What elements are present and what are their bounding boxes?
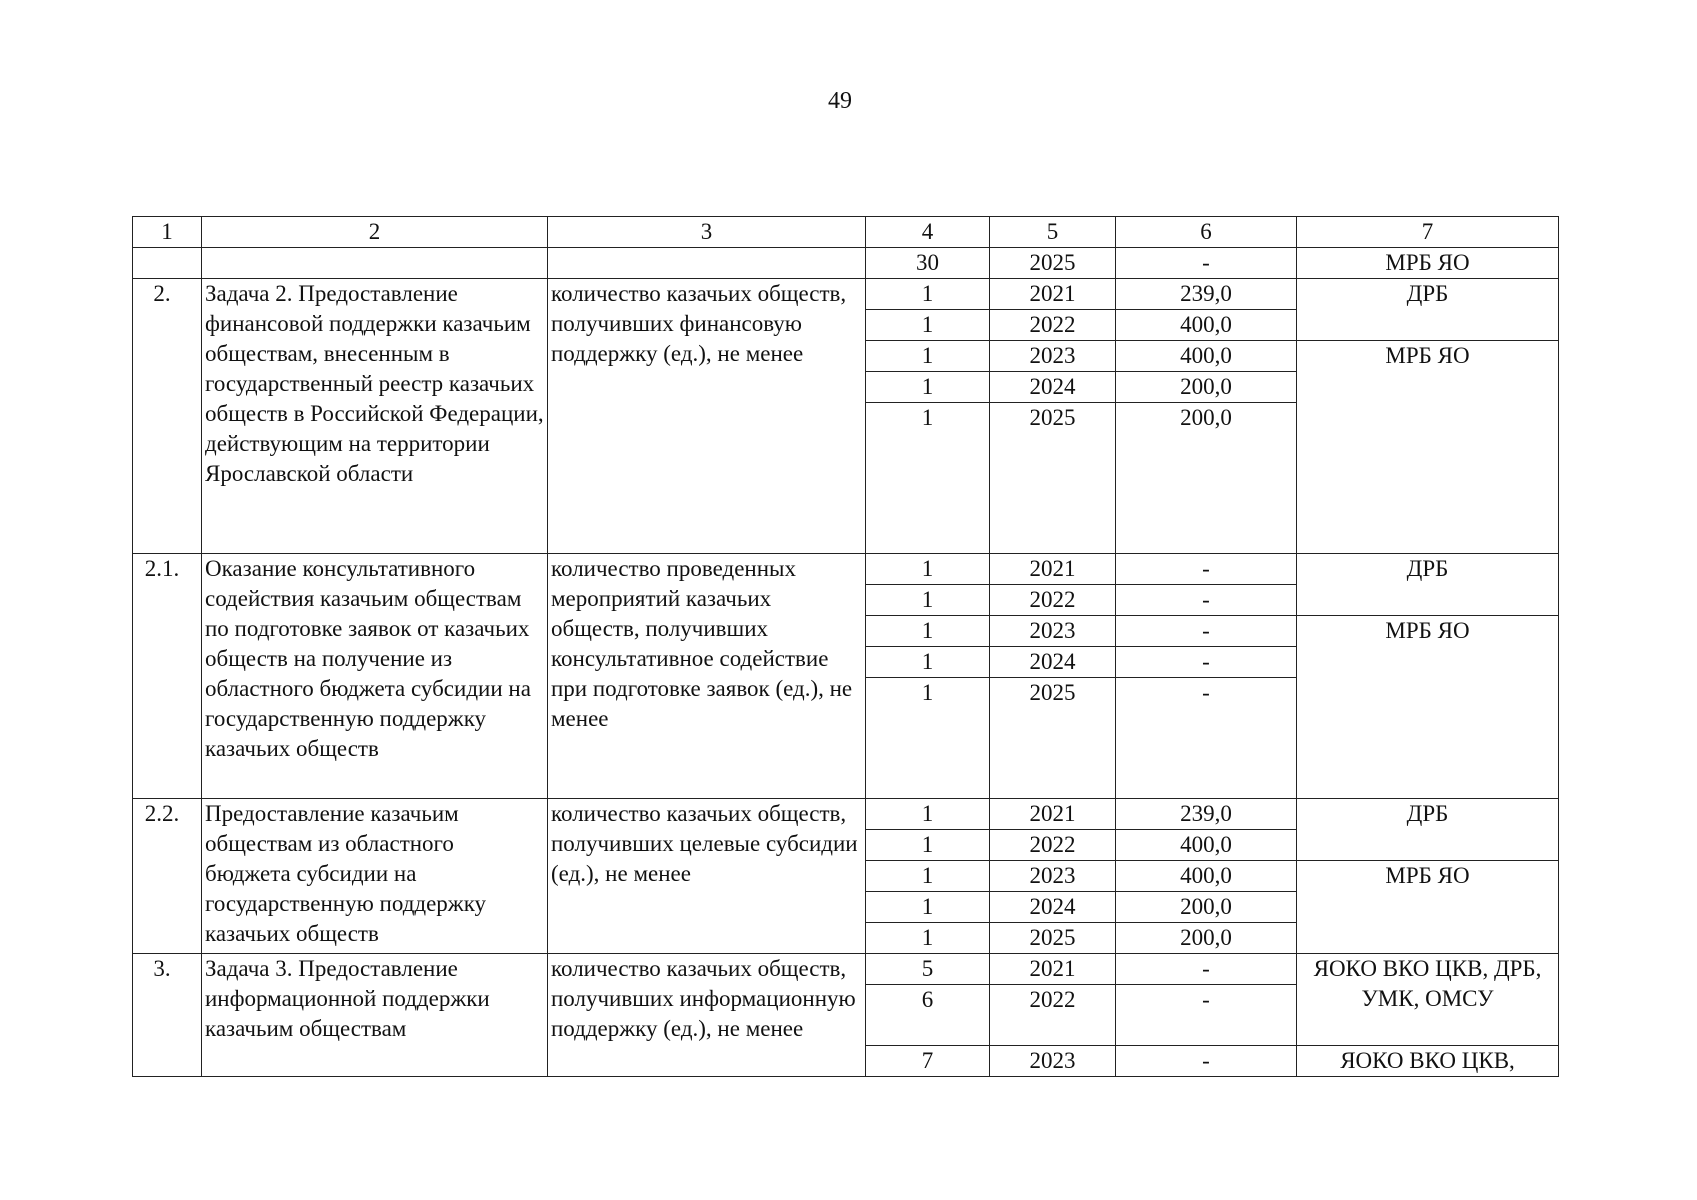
amount-cell: 400,0 [1116,830,1297,861]
table-row [133,554,1559,585]
year-cell: 2024 [990,647,1116,678]
count-cell: 1 [866,892,990,923]
count-cell: 30 [866,248,990,279]
carry-row [133,248,1559,279]
header-cell: 2 [202,217,548,248]
num-cell: 2.1. [133,554,202,799]
indicator-cell: количество проведенных мероприятий казачьих обществ, получивших консультативное содействие при подготовке заявок (ед.), не менее [548,554,866,799]
task-cell: Предоставление казачьим обществам из областного бюджета субсидии на государственную поддержку казачьих обществ [202,799,548,954]
source-cell: ЯОКО ВКО ЦКВ, [1297,1046,1559,1077]
year-cell: 2023 [990,616,1116,647]
count-cell: 1 [866,341,990,372]
header-cell: 4 [866,217,990,248]
source-cell: ДРБ [1297,799,1559,861]
count-cell: 1 [866,923,990,954]
amount-cell: - [1116,985,1297,1046]
amount-cell: 200,0 [1116,372,1297,403]
task-cell [202,248,548,279]
indicator-cell: количество казачьих обществ, получивших целевые субсидии (ед.), не менее [548,799,866,954]
year-cell: 2025 [990,248,1116,279]
count-cell: 5 [866,954,990,985]
source-cell: МРБ ЯО [1297,616,1559,799]
year-cell: 2022 [990,830,1116,861]
amount-cell: 200,0 [1116,892,1297,923]
program-table [132,216,1559,1077]
num-cell [133,248,202,279]
num-cell: 3. [133,954,202,1077]
amount-cell: 200,0 [1116,923,1297,954]
count-cell: 1 [866,799,990,830]
count-cell: 7 [866,1046,990,1077]
amount-cell: 239,0 [1116,279,1297,310]
year-cell: 2024 [990,892,1116,923]
year-cell: 2022 [990,985,1116,1046]
count-cell: 6 [866,985,990,1046]
year-cell: 2023 [990,341,1116,372]
count-cell: 1 [866,616,990,647]
amount-cell: - [1116,678,1297,799]
count-cell: 1 [866,554,990,585]
source-cell: ДРБ [1297,279,1559,341]
indicator-cell: количество казачьих обществ, получивших информационную поддержку (ед.), не менее [548,954,866,1077]
source-cell: МРБ ЯО [1297,861,1559,954]
header-cell: 3 [548,217,866,248]
year-cell: 2022 [990,310,1116,341]
table-row [133,279,1559,310]
year-cell: 2025 [990,678,1116,799]
year-cell: 2021 [990,954,1116,985]
source-cell: МРБ ЯО [1297,341,1559,554]
source-cell: ДРБ [1297,554,1559,616]
count-cell: 1 [866,861,990,892]
page-number: 49 [828,88,852,114]
count-cell: 1 [866,647,990,678]
count-cell: 1 [866,585,990,616]
amount-cell: - [1116,585,1297,616]
amount-cell: - [1116,954,1297,985]
table-row [133,954,1559,985]
task-cell: Задача 3. Предоставление информационной поддержки казачьим обществам [202,954,548,1077]
amount-cell: 400,0 [1116,310,1297,341]
year-cell: 2024 [990,372,1116,403]
year-cell: 2021 [990,554,1116,585]
task-cell: Оказание консультативного содействия казачьим обществам по подготовке заявок от казачьих обществ на получение из областного бюджета субсидии на государственную поддержку казачьих обществ [202,554,548,799]
amount-cell: - [1116,1046,1297,1077]
year-cell: 2023 [990,1046,1116,1077]
amount-cell: - [1116,554,1297,585]
amount-cell: - [1116,616,1297,647]
amount-cell: 400,0 [1116,861,1297,892]
indicator-cell [548,248,866,279]
count-cell: 1 [866,310,990,341]
num-cell: 2.2. [133,799,202,954]
indicator-cell: количество казачьих обществ, получивших финансовую поддержку (ед.), не менее [548,279,866,554]
header-row [133,217,1559,248]
num-cell: 2. [133,279,202,554]
count-cell: 1 [866,403,990,554]
amount-cell: - [1116,647,1297,678]
year-cell: 2021 [990,279,1116,310]
header-cell: 1 [133,217,202,248]
amount-cell: - [1116,248,1297,279]
year-cell: 2021 [990,799,1116,830]
amount-cell: 200,0 [1116,403,1297,554]
header-cell: 7 [1297,217,1559,248]
year-cell: 2025 [990,923,1116,954]
source-cell: ЯОКО ВКО ЦКВ, ДРБ, УМК, ОМСУ [1297,954,1559,1046]
header-cell: 5 [990,217,1116,248]
count-cell: 1 [866,279,990,310]
source-cell: МРБ ЯО [1297,248,1559,279]
year-cell: 2025 [990,403,1116,554]
amount-cell: 400,0 [1116,341,1297,372]
header-cell: 6 [1116,217,1297,248]
count-cell: 1 [866,678,990,799]
year-cell: 2022 [990,585,1116,616]
count-cell: 1 [866,830,990,861]
table-row [133,799,1559,830]
amount-cell: 239,0 [1116,799,1297,830]
year-cell: 2023 [990,861,1116,892]
task-cell: Задача 2. Предоставление финансовой поддержки казачьим обществам, внесенным в государственный реестр казачьих обществ в Российской Федерации, действующим на территории Ярославской области [202,279,548,554]
count-cell: 1 [866,372,990,403]
